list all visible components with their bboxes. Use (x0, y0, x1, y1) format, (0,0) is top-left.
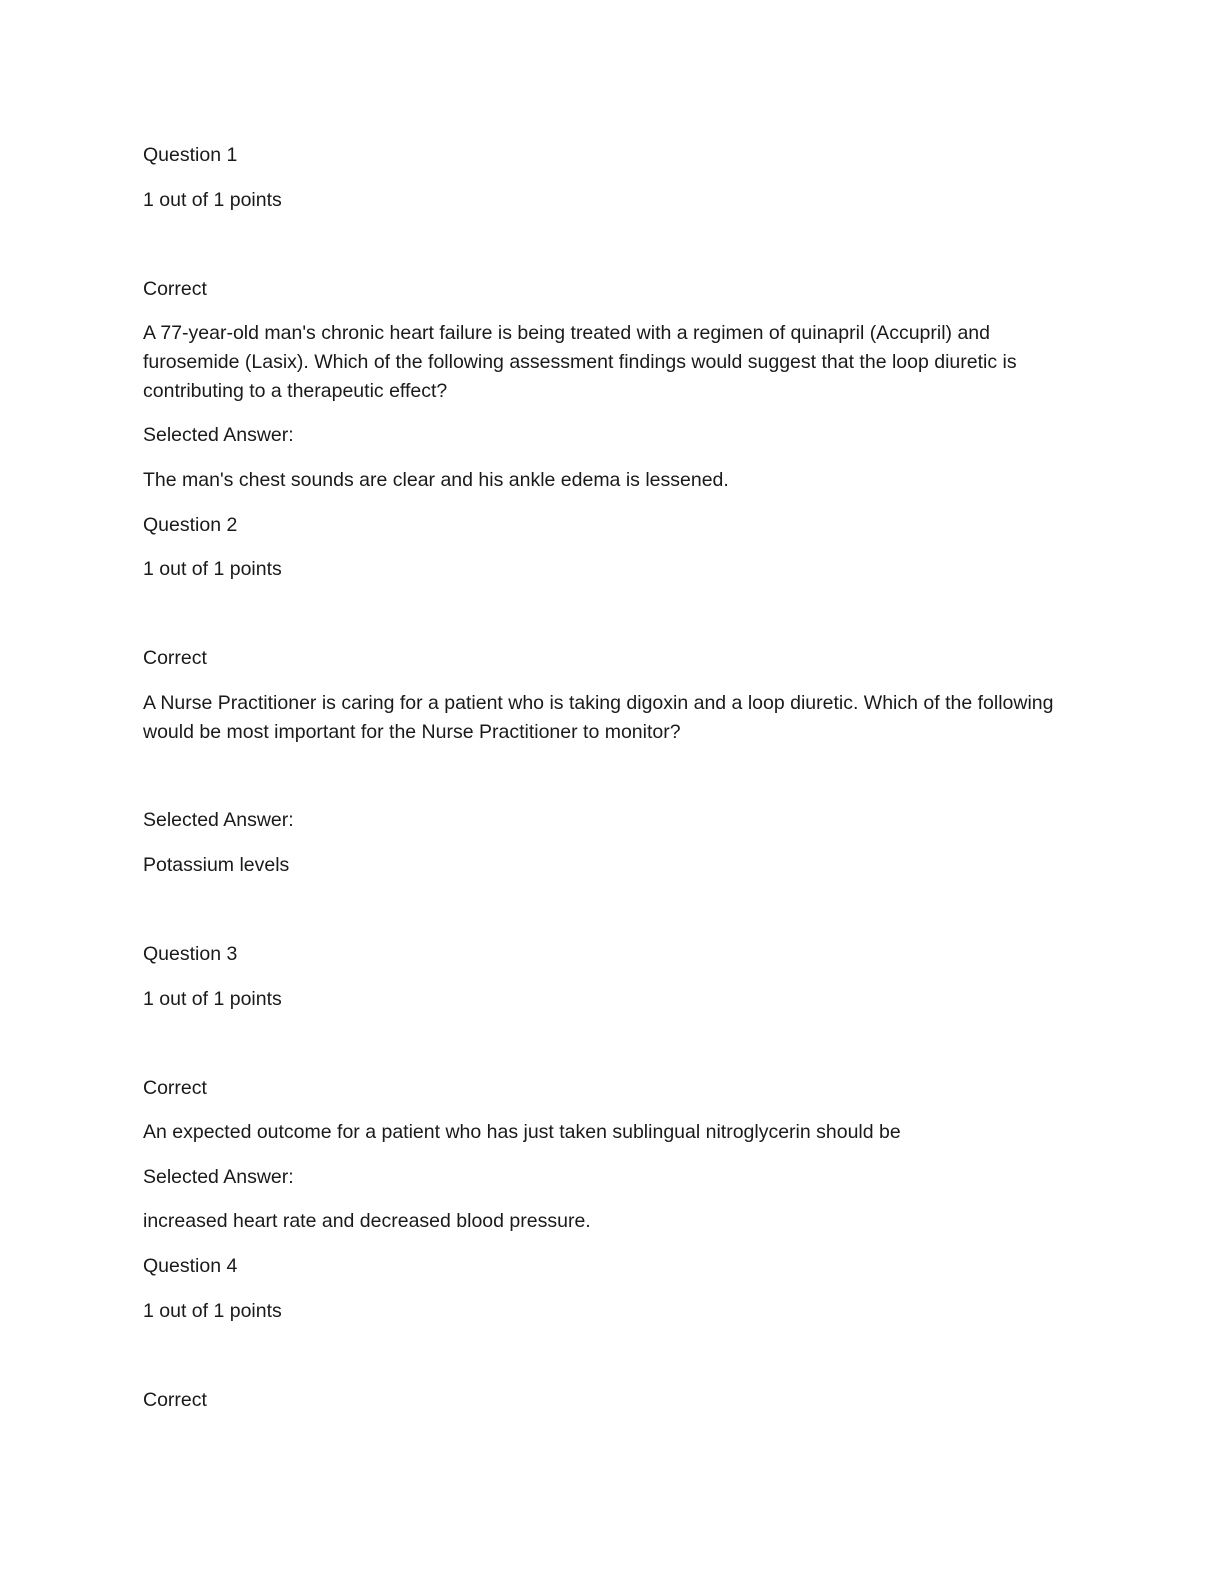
selected-answer: The man's chest sounds are clear and his ankle edema is lessened. (143, 469, 729, 491)
selected-answer-label: Selected Answer: (143, 809, 294, 831)
question-number: Question 1 (143, 144, 238, 166)
question-prompt: A 77-year-old man's chronic heart failure is being treated with a regimen of quinapril (Accupril) and furosemide (Lasix). Which of the following assessment findings would suggest that the loop diuretic is contributing to a therapeutic effect? (143, 322, 1017, 402)
question-prompt: A Nurse Practitioner is caring for a patient who is taking digoxin and a loop diuretic. Which of the following would be most important for the Nurse Practitioner to monitor? (143, 692, 1054, 743)
question-points: 1 out of 1 points (143, 988, 282, 1010)
question-status: Correct (143, 1389, 207, 1411)
question-points: 1 out of 1 points (143, 558, 282, 580)
selected-answer: Potassium levels (143, 854, 290, 876)
question-status: Correct (143, 278, 207, 300)
question-number: Question 4 (143, 1255, 238, 1277)
question-prompt: An expected outcome for a patient who has just taken sublingual nitroglycerin should be (143, 1121, 901, 1143)
question-points: 1 out of 1 points (143, 189, 282, 211)
selected-answer: increased heart rate and decreased blood pressure. (143, 1210, 591, 1232)
question-number: Question 2 (143, 514, 238, 536)
question-status: Correct (143, 1077, 207, 1099)
selected-answer-label: Selected Answer: (143, 1166, 294, 1188)
selected-answer-label: Selected Answer: (143, 424, 294, 446)
question-number: Question 3 (143, 943, 238, 965)
question-points: 1 out of 1 points (143, 1300, 282, 1322)
question-status: Correct (143, 647, 207, 669)
